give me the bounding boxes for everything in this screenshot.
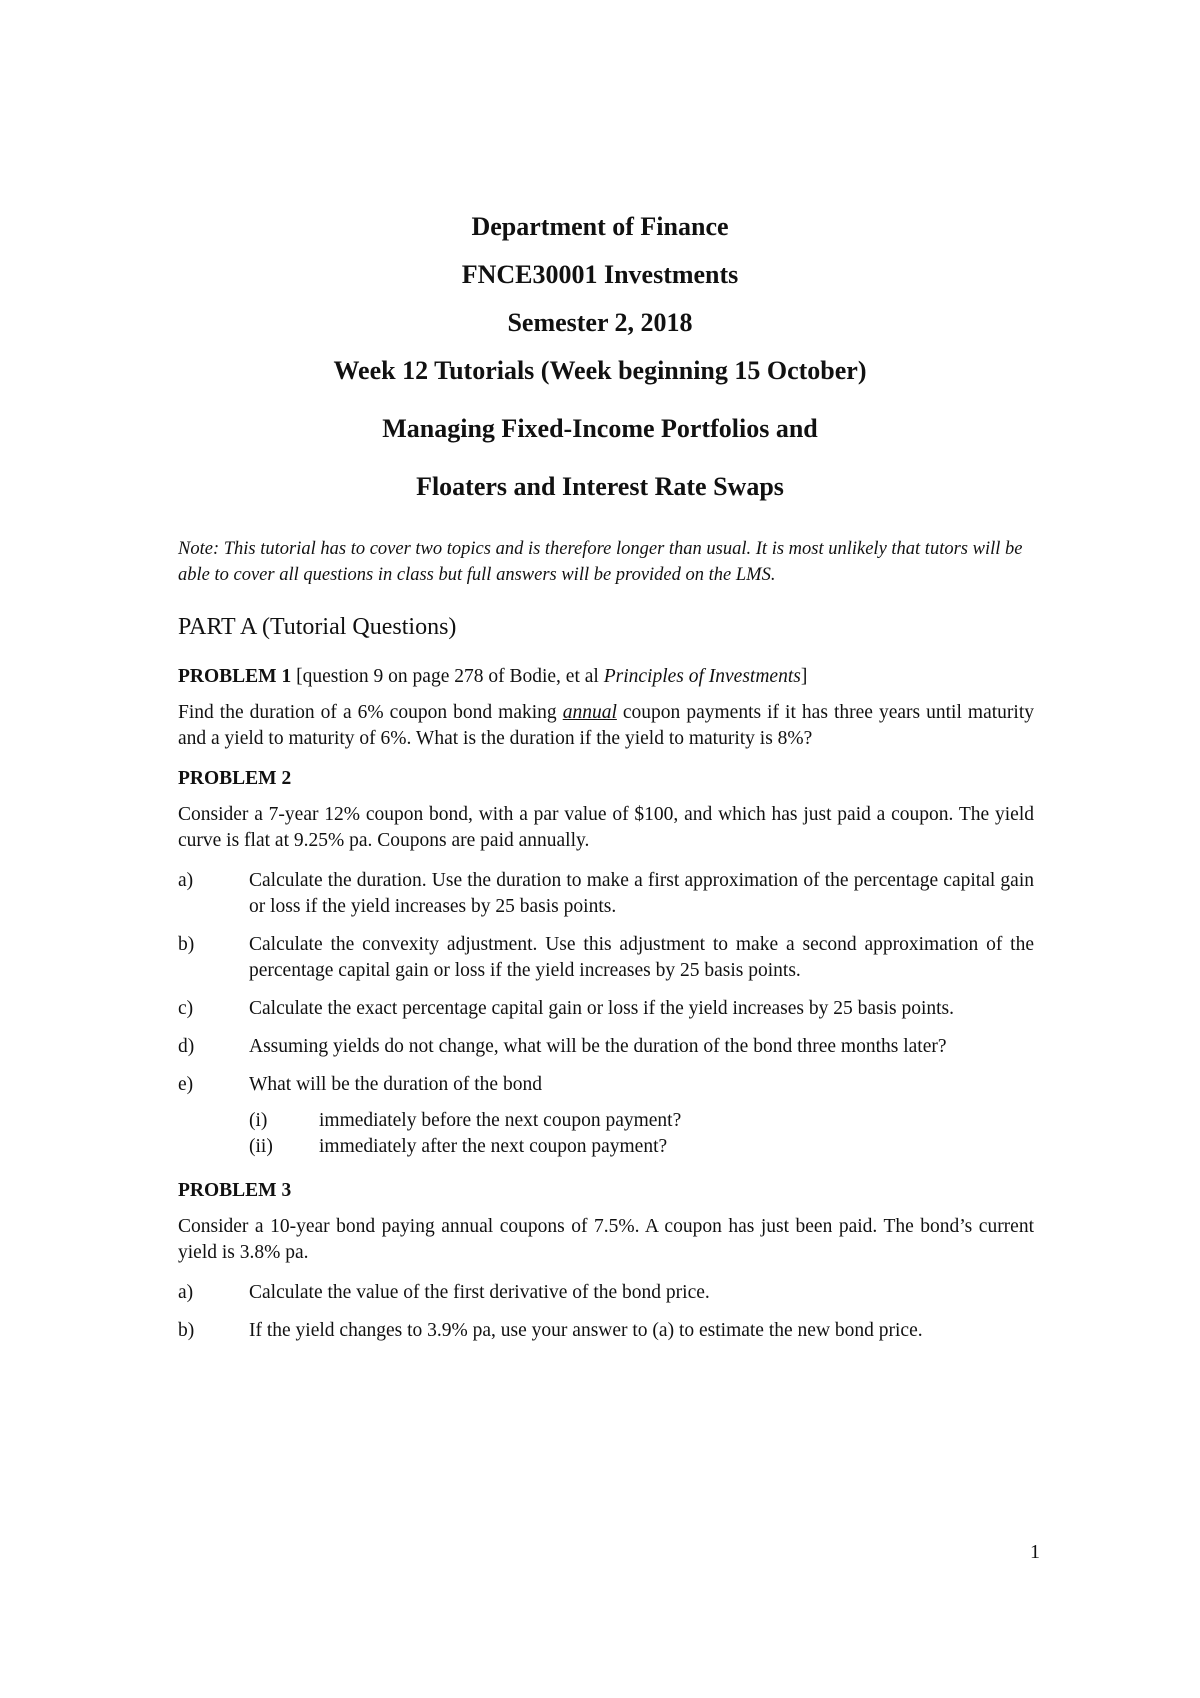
list-marker: d) [178, 1036, 195, 1057]
problem-1-text-after: coupon payments if it has three years until maturity and a yield to maturity of 6%. What is the duration if the yield to maturity is 8%? [178, 702, 1034, 749]
problem-3-label: PROBLEM 3 [178, 1180, 292, 1201]
list-item-text: Calculate the exact percentage capital gain or loss if the yield increases by 25 basis points. [249, 998, 955, 1019]
list-item-text: Calculate the value of the first derivative of the bond price. [249, 1282, 710, 1303]
list-item-text: Assuming yields do not change, what will be the duration of the bond three months later? [249, 1036, 947, 1057]
list-item [178, 1034, 1034, 1060]
list-marker: e) [178, 1074, 194, 1095]
problem-3-intro: Consider a 10-year bond paying annual coupons of 7.5%. A coupon has just been paid. The bond’s current yield is 3.8% pa. [178, 1216, 1034, 1263]
list-marker: a) [178, 870, 194, 891]
week-title: Week 12 Tutorials (Week beginning 15 October) [333, 356, 867, 385]
problem-2-sublist [249, 1108, 1034, 1160]
page-number: 1 [1030, 1541, 1040, 1563]
sublist-item-text: immediately after the next coupon payment? [319, 1136, 668, 1157]
list-item [178, 1072, 1034, 1160]
list-marker: b) [178, 1320, 195, 1341]
list-item [178, 1280, 1034, 1306]
sublist-item [249, 1108, 1034, 1134]
department-title: Department of Finance [471, 212, 729, 241]
list-marker: b) [178, 934, 195, 955]
sublist-marker: (i) [249, 1110, 268, 1131]
problem-2-label: PROBLEM 2 [178, 768, 292, 789]
title-block [0, 212, 1200, 502]
list-item-body [249, 1072, 1034, 1160]
sublist-marker: (ii) [249, 1136, 273, 1157]
list-item-text: What will be the duration of the bond [249, 1074, 542, 1095]
list-item-text: If the yield changes to 3.9% pa, use your answer to (a) to estimate the new bond price. [249, 1320, 923, 1341]
sublist-item [249, 1134, 1034, 1160]
problem-3-question-list [178, 1280, 1034, 1344]
sublist-item-text: immediately before the next coupon payment? [319, 1110, 682, 1131]
list-marker: a) [178, 1282, 194, 1303]
problem-1-text [178, 700, 1034, 752]
problem-1-ref-book: Principles of Investments [603, 666, 801, 687]
list-marker: c) [178, 998, 194, 1019]
topic-title-line-2: Floaters and Interest Rate Swaps [416, 472, 784, 501]
problem-1-text-emphasis: annual [562, 702, 617, 723]
problem-2-heading [178, 766, 1034, 792]
problem-2-question-list [178, 868, 1034, 1160]
list-item [178, 996, 1034, 1022]
list-item [178, 932, 1034, 984]
topic-title-line-1: Managing Fixed-Income Portfolios and [382, 414, 818, 443]
problem-2-intro: Consider a 7-year 12% coupon bond, with a par value of $100, and which has just paid a coupon. The yield curve is flat at 9.25% pa. Coupons are paid annually. [178, 804, 1034, 851]
list-item [178, 1318, 1034, 1344]
main-content [178, 536, 1034, 1362]
list-item-text: Calculate the duration. Use the duration to make a first approximation of the percentage capital gain or loss if the yield increases by 25 basis points. [249, 870, 1034, 917]
course-title: FNCE30001 Investments [461, 260, 739, 289]
problem-1-text-before: Find the duration of a 6% coupon bond making [178, 702, 563, 723]
list-item-text: Calculate the convexity adjustment. Use this adjustment to make a second approximation of the percentage capital gain or loss if the yield increases by 25 basis points. [249, 934, 1034, 981]
problem-1-label: PROBLEM 1 [178, 666, 292, 687]
problem-1-heading [178, 664, 1034, 690]
semester-title: Semester 2, 2018 [507, 308, 693, 337]
part-a-heading: PART A (Tutorial Questions) [178, 614, 457, 640]
tutorial-note: Note: This tutorial has to cover two topics and is therefore longer than usual. It is most unlikely that tutors will be able to cover all questions in class but full answers will be provided on the LMS. [178, 539, 1023, 585]
list-item [178, 868, 1034, 920]
problem-3-heading [178, 1178, 1034, 1204]
problem-1-ref-prefix: [question 9 on page 278 of Bodie, et al [291, 666, 604, 687]
problem-1-ref-suffix: ] [800, 666, 808, 687]
